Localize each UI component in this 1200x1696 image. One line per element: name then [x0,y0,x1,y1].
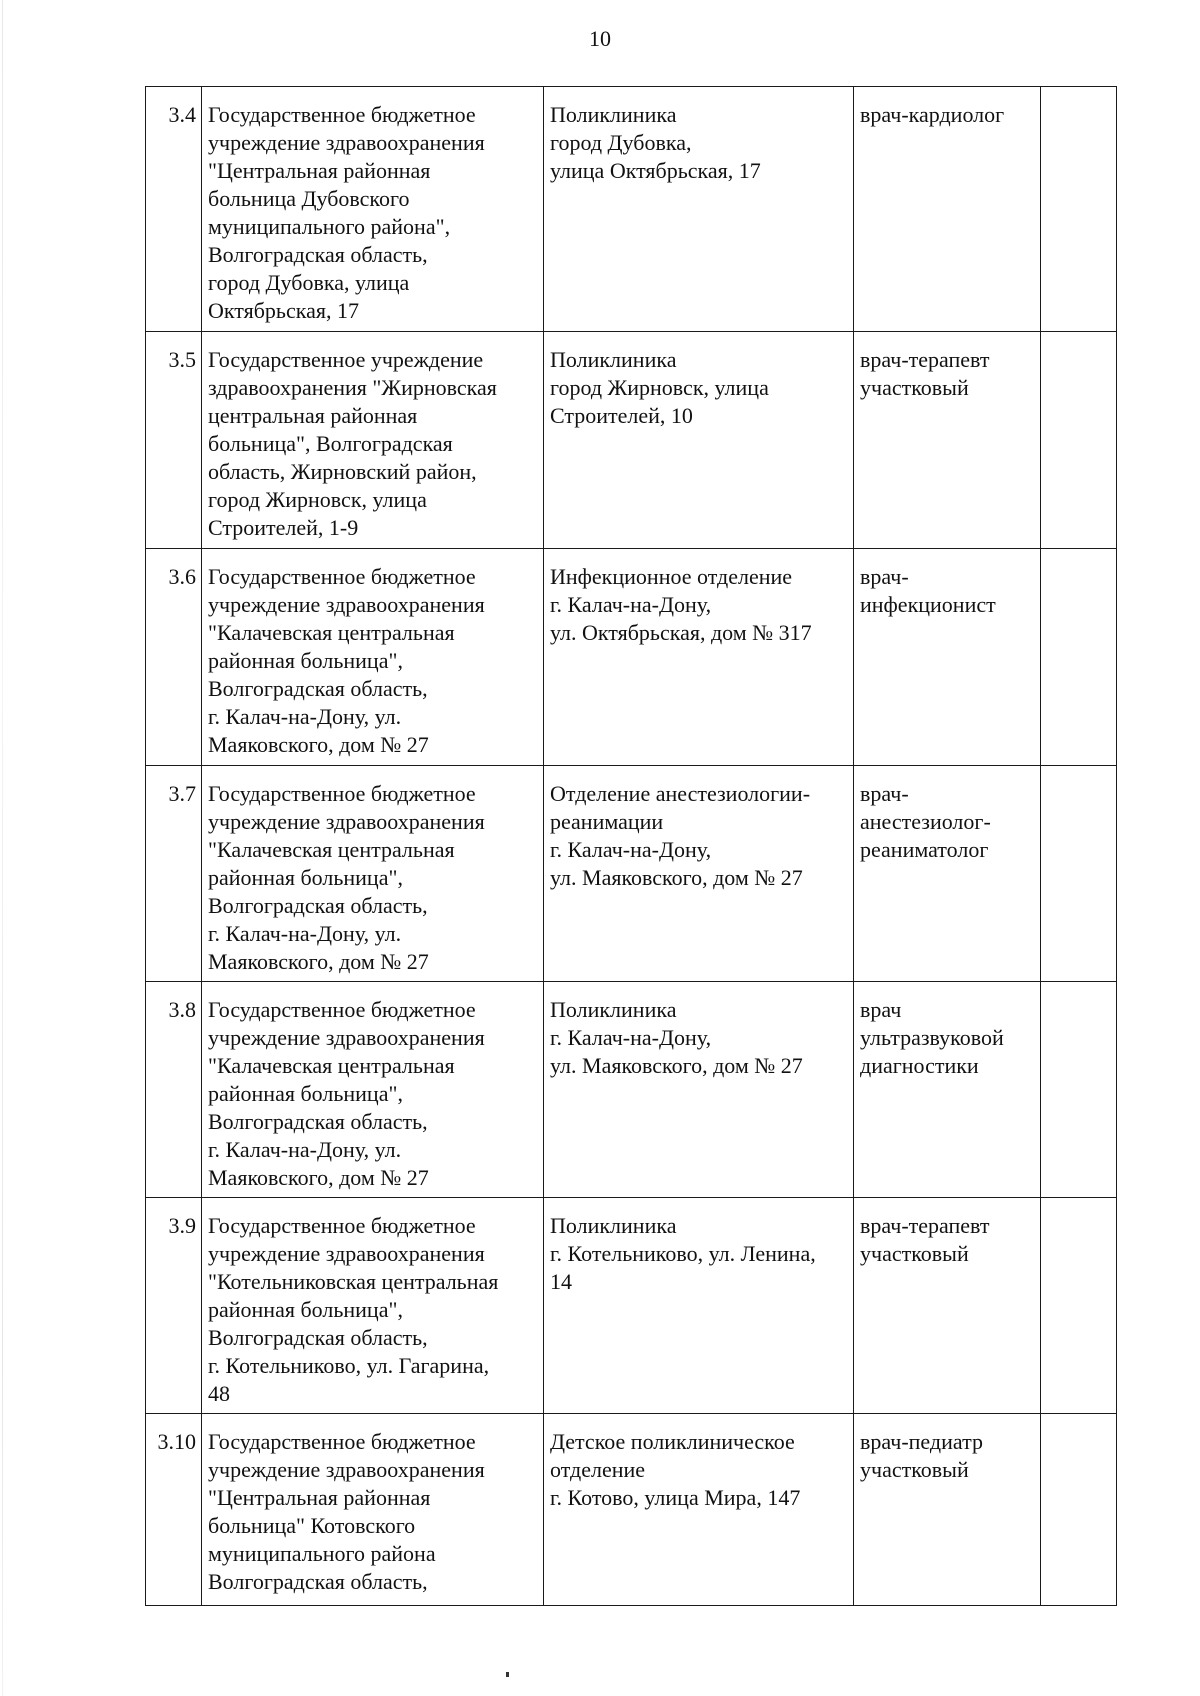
scan-edge [2,0,3,1696]
location-cell: Поликлиника город Жирновск, улица Строителей, 10 [544,332,854,549]
organization-cell: Государственное бюджетное учреждение здравоохранения "Котельниковская центральная районная больница", Волгоградская область, г. Котельниково, ул. Гагарина, 48 [202,1198,544,1414]
extra-cell [1041,332,1117,549]
position-cell: врач-кардиолог [854,87,1041,332]
table-row [146,1414,1117,1606]
row-number: 3.8 [146,982,202,1198]
position-cell: врач- анестезиолог- реаниматолог [854,766,1041,982]
organization-cell: Государственное бюджетное учреждение здравоохранения "Калачевская центральная районная больница", Волгоградская область, г. Калач-на-Дону, ул. Маяковского, дом № 27 [202,549,544,766]
extra-cell [1041,766,1117,982]
organization-cell: Государственное бюджетное учреждение здравоохранения "Калачевская центральная районная больница", Волгоградская область, г. Калач-на-Дону, ул. Маяковского, дом № 27 [202,982,544,1198]
position-cell: врач ультразвуковой диагностики [854,982,1041,1198]
row-number: 3.10 [146,1414,202,1606]
position-cell: врач-терапевт участковый [854,332,1041,549]
organization-cell: Государственное бюджетное учреждение здравоохранения "Калачевская центральная районная больница", Волгоградская область, г. Калач-на-Дону, ул. Маяковского, дом № 27 [202,766,544,982]
row-number: 3.7 [146,766,202,982]
table-row [146,982,1117,1198]
location-cell: Детское поликлиническое отделение г. Котово, улица Мира, 147 [544,1414,854,1606]
scan-dot [506,1672,509,1677]
extra-cell [1041,1414,1117,1606]
table-row [146,87,1117,332]
extra-cell [1041,87,1117,332]
row-number: 3.6 [146,549,202,766]
table-row [146,549,1117,766]
row-number: 3.9 [146,1198,202,1414]
table-row [146,332,1117,549]
row-number: 3.5 [146,332,202,549]
table-row [146,1198,1117,1414]
row-number: 3.4 [146,87,202,332]
organization-cell: Государственное бюджетное учреждение здравоохранения "Центральная районная больница" Котовского муниципального района Волгоградская область, [202,1414,544,1606]
position-cell: врач-педиатр участковый [854,1414,1041,1606]
page-number: 10 [589,26,611,51]
location-cell: Инфекционное отделение г. Калач-на-Дону, ул. Октябрьская, дом № 317 [544,549,854,766]
organization-cell: Государственное учреждение здравоохранения "Жирновская центральная районная больница", Волгоградская область, Жирновский район, город Жирновск, улица Строителей, 1-9 [202,332,544,549]
extra-cell [1041,549,1117,766]
extra-cell [1041,1198,1117,1414]
location-cell: Поликлиника город Дубовка, улица Октябрьская, 17 [544,87,854,332]
location-cell: Поликлиника г. Котельниково, ул. Ленина, 14 [544,1198,854,1414]
organization-cell: Государственное бюджетное учреждение здравоохранения "Центральная районная больница Дубовского муниципального района", Волгоградская область, город Дубовка, улица Октябрьская, 17 [202,87,544,332]
location-cell: Поликлиника г. Калач-на-Дону, ул. Маяковского, дом № 27 [544,982,854,1198]
position-cell: врач-терапевт участковый [854,1198,1041,1414]
location-cell: Отделение анестезиологии- реанимации г. Калач-на-Дону, ул. Маяковского, дом № 27 [544,766,854,982]
institutions-table [145,86,1117,1606]
table-row [146,766,1117,982]
extra-cell [1041,982,1117,1198]
position-cell: врач- инфекционист [854,549,1041,766]
